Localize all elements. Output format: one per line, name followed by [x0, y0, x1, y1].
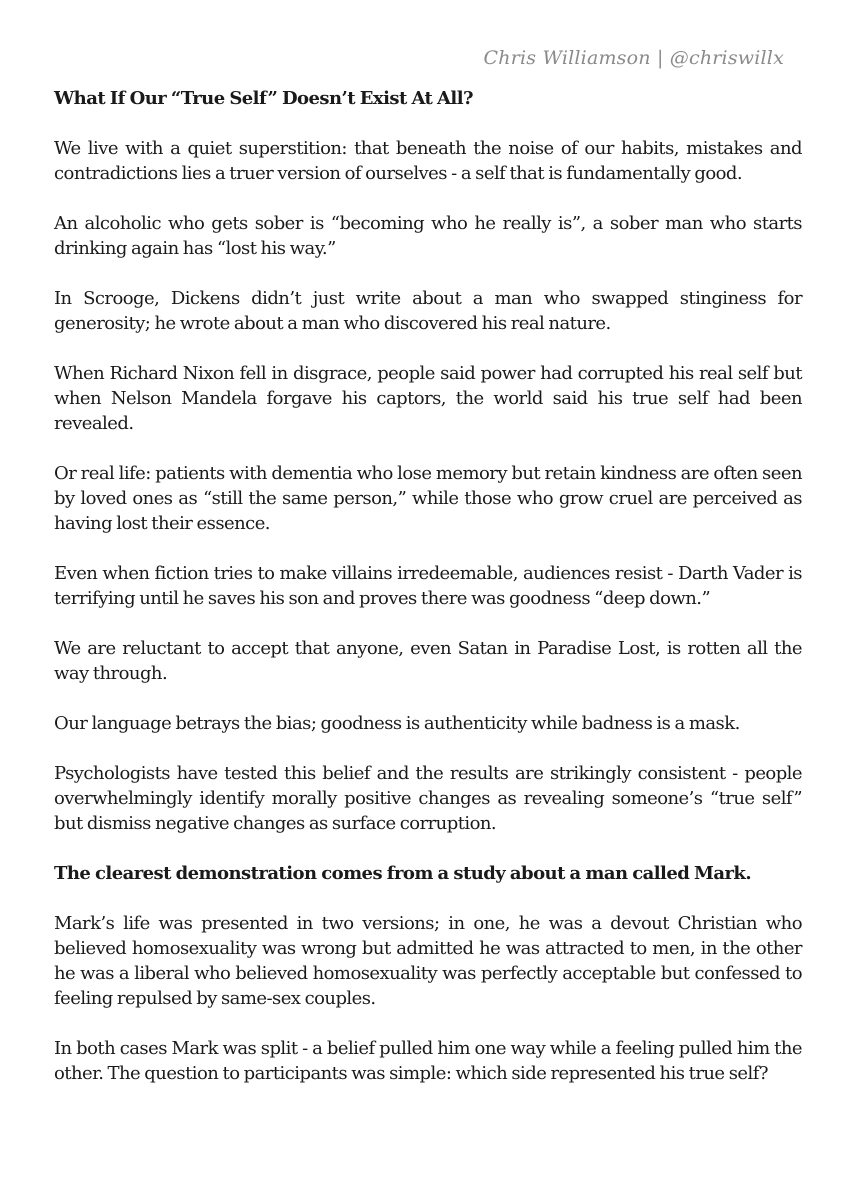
- paragraph: We live with a quiet superstition: that beneath the noise of our habits, mistakes and contradictions lies a truer version of ourselves - a self that is fundamentally good.: [54, 138, 802, 184]
- paragraph: Our language betrays the bias; goodness is authenticity while badness is a mask.: [54, 713, 740, 734]
- article-title: What If Our “True Self” Doesn’t Exist At All?: [54, 88, 474, 109]
- paragraph: In both cases Mark was split - a belief pulled him one way while a feeling pulled him the other. The question to participants was simple: which side represented his true self?: [54, 1038, 802, 1084]
- paragraph: An alcoholic who gets sober is “becoming who he really is”, a sober man who starts drinking again has “lost his way.”: [54, 213, 802, 259]
- paragraph: We are reluctant to accept that anyone, even Satan in Paradise Lost, is rotten all the way through.: [54, 638, 802, 684]
- paragraph: Even when fiction tries to make villains irredeemable, audiences resist - Darth Vader is terrifying until he saves his son and proves there was goodness “deep down.”: [54, 563, 802, 609]
- paragraph: Or real life: patients with dementia who lose memory but retain kindness are often seen by loved ones as “still the same person,” while those who grow cruel are perceived as having lost their essence.: [54, 463, 802, 534]
- author-byline: Chris Williamson | @chriswillx: [483, 47, 784, 69]
- section-heading: The clearest demonstration comes from a study about a man called Mark.: [54, 863, 752, 884]
- article-body: [54, 86, 802, 1111]
- paragraph: In Scrooge, Dickens didn’t just write about a man who swapped stinginess for generosity; he wrote about a man who discovered his real nature.: [54, 288, 802, 334]
- paragraph: Mark’s life was presented in two versions; in one, he was a devout Christian who believed homosexuality was wrong but admitted he was attracted to men, in the other he was a liberal who believed homosexuality was perfectly acceptable but confessed to feeling repulsed by same-sex couples.: [54, 913, 802, 1009]
- paragraph: Psychologists have tested this belief and the results are strikingly consistent - people overwhelmingly identify morally positive changes as revealing someone’s “true self” but dismiss negative changes as surface corruption.: [54, 763, 802, 834]
- paragraph: When Richard Nixon fell in disgrace, people said power had corrupted his real self but when Nelson Mandela forgave his captors, the world said his true self had been revealed.: [54, 363, 802, 434]
